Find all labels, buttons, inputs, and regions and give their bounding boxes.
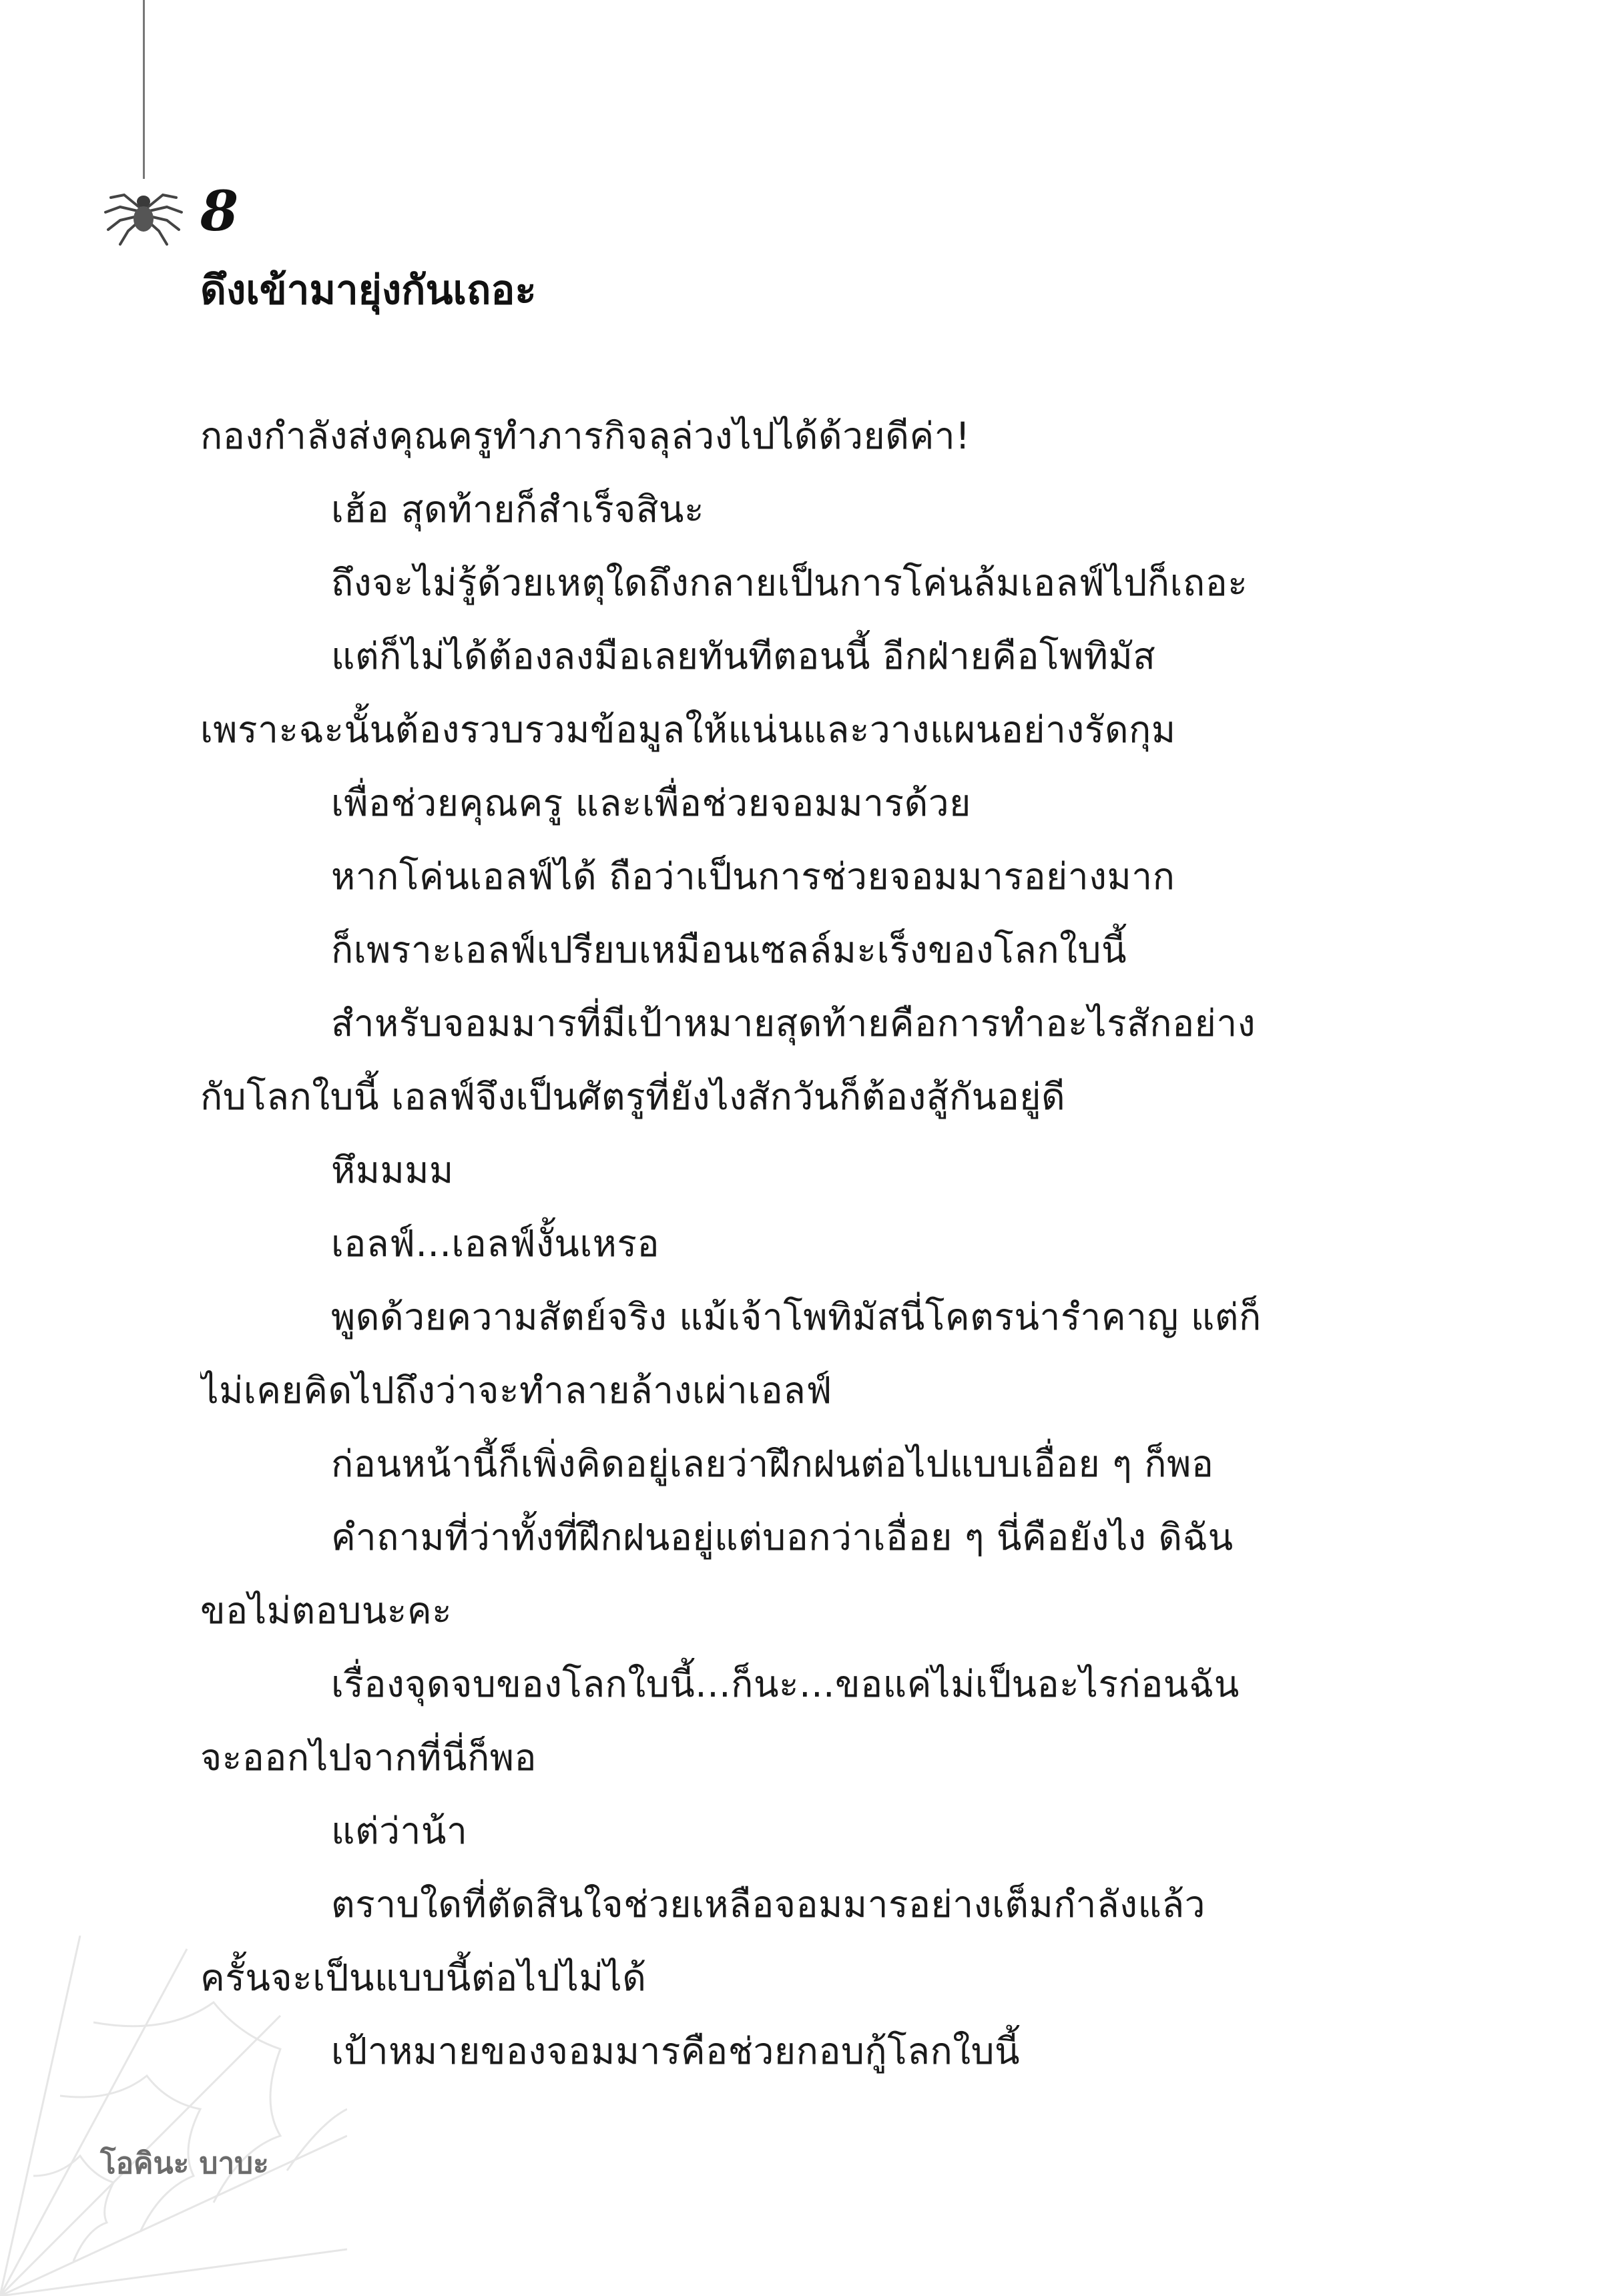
paragraph-line: จะออกไปจากที่นี่ก็พอ <box>200 1736 537 1779</box>
paragraph-line: พูดด้วยความสัตย์จริง แม้เจ้าโพทิมัสนี่โคตรน่ารำคาญ แต่ก็ <box>331 1296 1262 1338</box>
paragraph-line: สำหรับจอมมารที่มีเป้าหมายสุดท้ายคือการทำอะไรสักอย่าง <box>331 1002 1256 1045</box>
paragraph-line: เพื่อช่วยคุณครู และเพื่อช่วยจอมมารด้วย <box>331 782 971 824</box>
paragraph-line: เพราะฉะนั้นต้องรวบรวมข้อมูลให้แน่นและวางแผนอย่างรัดกุม <box>200 708 1176 751</box>
paragraph-line: ก็เพราะเอลฟ์เปรียบเหมือนเซลล์มะเร็งของโลกใบนี้ <box>331 928 1127 971</box>
spider-thread <box>143 0 145 179</box>
paragraph-line: กับโลกใบนี้ เอลฟ์จึงเป็นศัตรูที่ยังไงสักวันก็ต้องสู้กันอยู่ดี <box>200 1075 1066 1118</box>
paragraph-line: ไม่เคยคิดไปถึงว่าจะทำลายล้างเผ่าเอลฟ์ <box>200 1369 832 1412</box>
paragraph-line: หากโค่นเอลฟ์ได้ ถือว่าเป็นการช่วยจอมมารอย่างมาก <box>331 855 1175 898</box>
paragraph-line: แต่ว่าน้า <box>331 1809 468 1852</box>
paragraph-line: เป้าหมายของจอมมารคือช่วยกอบกู้โลกใบนี้ <box>331 2030 1021 2072</box>
paragraph-line: เฮ้อ สุดท้ายก็สำเร็จสินะ <box>331 488 705 531</box>
paragraph-line: ครั้นจะเป็นแบบนี้ต่อไปไม่ได้ <box>200 1956 647 1999</box>
paragraph-line: หึมมมม <box>331 1149 454 1191</box>
spider-web-icon <box>0 1936 347 2296</box>
paragraph-line: ถึงจะไม่รู้ด้วยเหตุใดถึงกลายเป็นการโค่นล้มเอลฟ์ไปก็เถอะ <box>331 561 1248 604</box>
paragraph-line: กองกำลังส่งคุณครูทำภารกิจลุล่วงไปได้ด้วยดีค่า! <box>200 414 971 457</box>
paragraph-line: ขอไม่ตอบนะคะ <box>200 1589 453 1632</box>
paragraph-line: คำถามที่ว่าทั้งที่ฝึกฝนอยู่แต่บอกว่าเอื่อย ๆ นี่คือยังไง ดิฉัน <box>331 1516 1234 1558</box>
paragraph-line: แต่ก็ไม่ได้ต้องลงมือเลยทันทีตอนนี้ อีกฝ่ายคือโพทิมัส <box>331 635 1156 677</box>
paragraph-line: เรื่องจุดจบของโลกใบนี้...ก็นะ...ขอแค่ไม่เป็นอะไรก่อนฉัน <box>331 1663 1240 1705</box>
footer-author: โอคินะ บาบะ <box>100 2146 269 2181</box>
body-text <box>200 399 1408 2088</box>
paragraph-line: เอลฟ์...เอลฟ์งั้นเหรอ <box>331 1222 659 1265</box>
chapter-number: 8 <box>200 180 239 244</box>
chapter-title: ดึงเข้ามายุ่งกันเถอะ <box>200 267 537 314</box>
paragraph-line: ตราบใดที่ตัดสินใจช่วยเหลือจอมมารอย่างเต็มกำลังแล้ว <box>331 1883 1206 1926</box>
spider-icon <box>100 175 187 248</box>
paragraph-line: ก่อนหน้านี้ก็เพิ่งคิดอยู่เลยว่าฝึกฝนต่อไปแบบเอื่อย ๆ ก็พอ <box>331 1442 1214 1485</box>
